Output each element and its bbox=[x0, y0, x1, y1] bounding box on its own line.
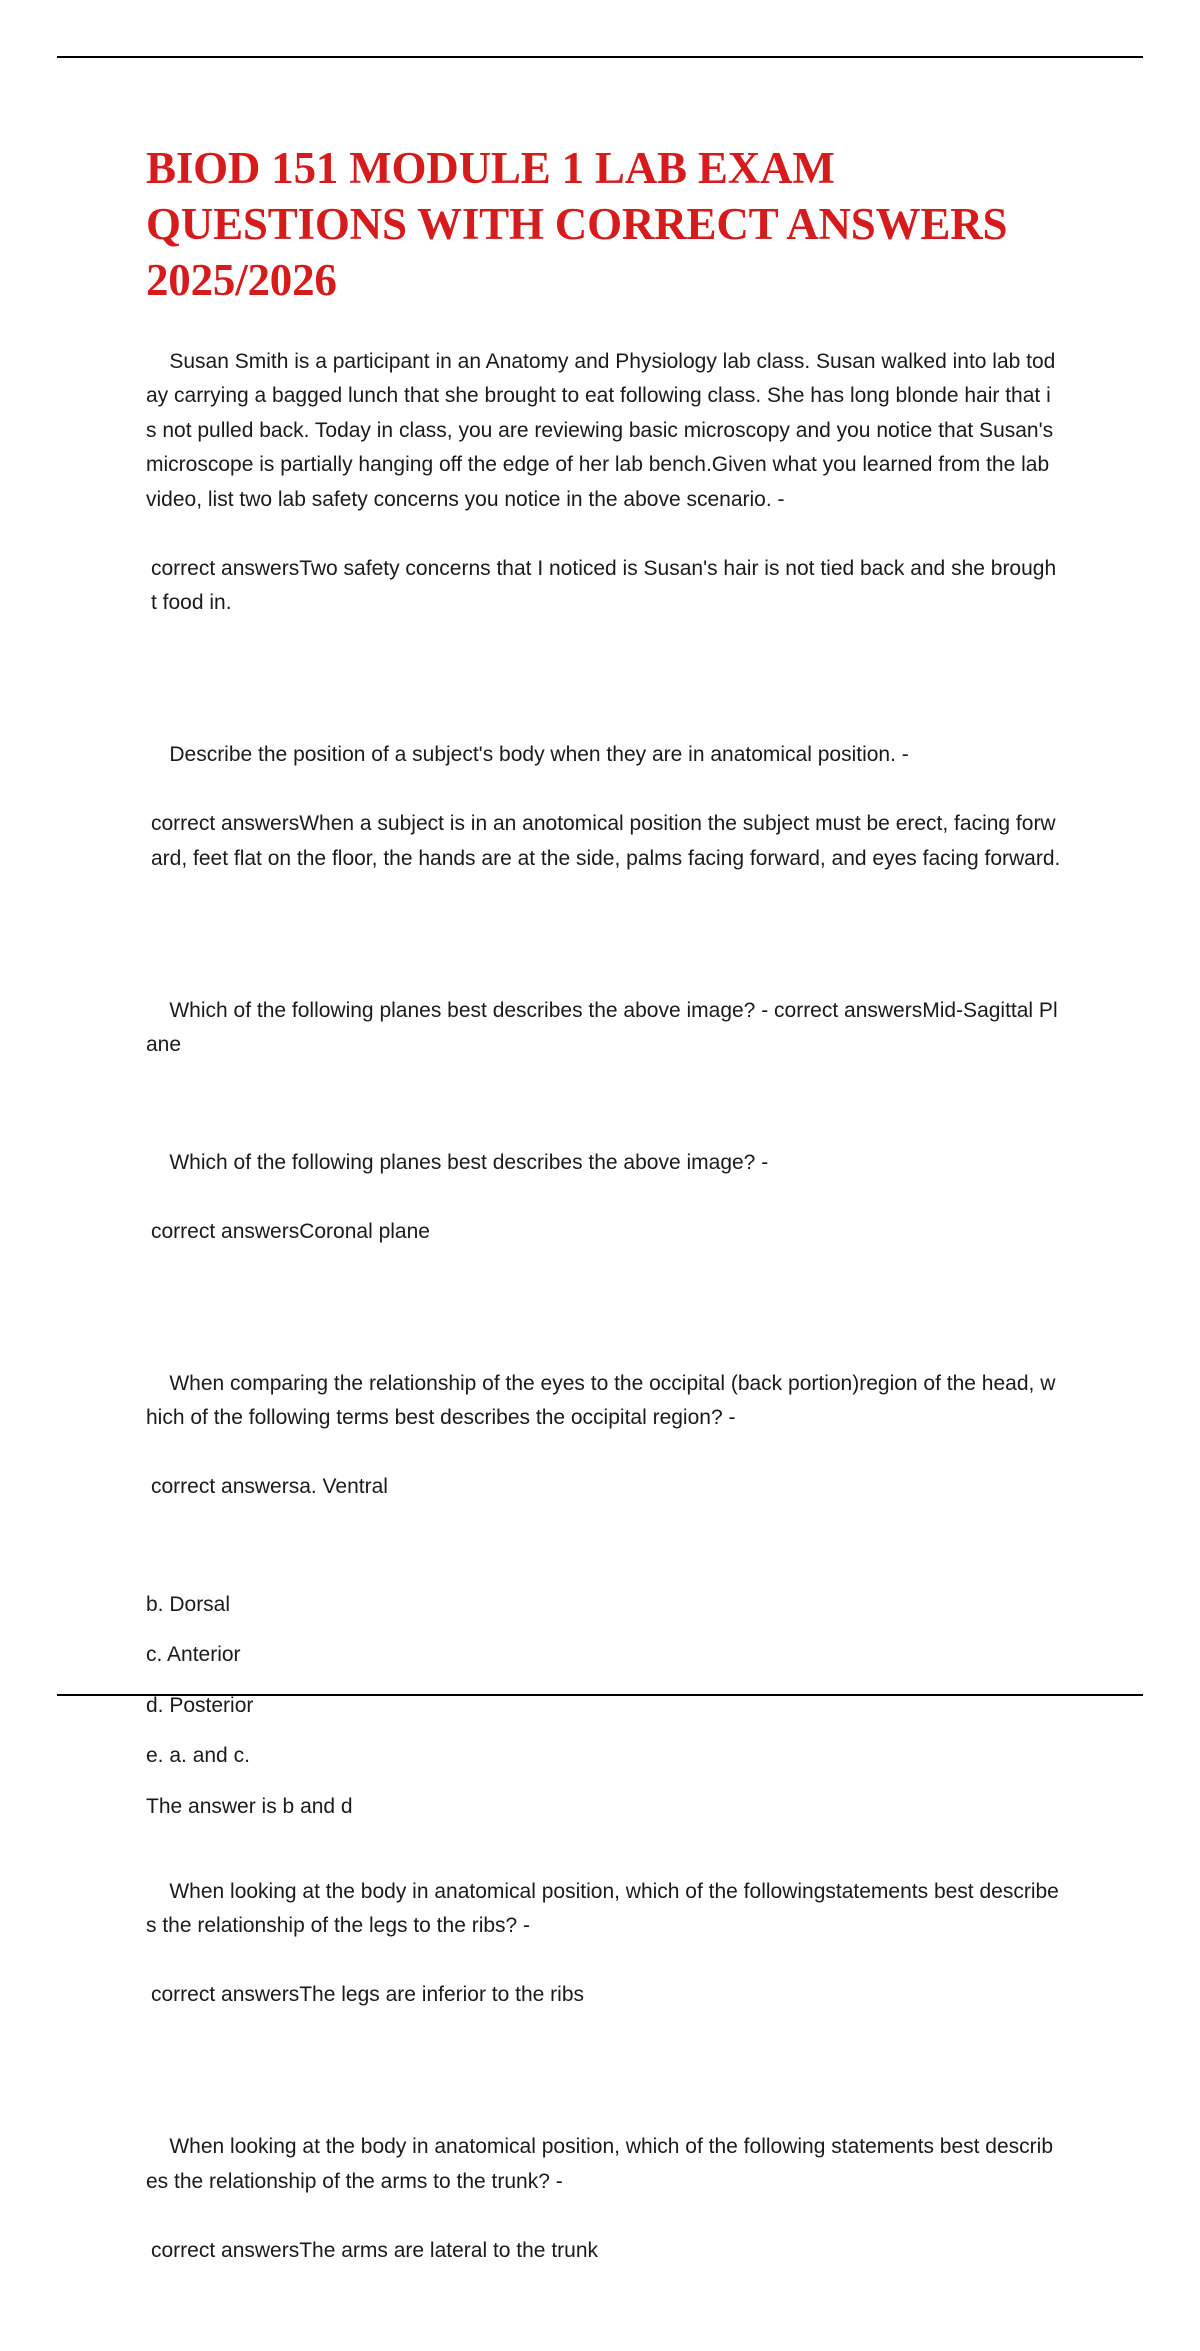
top-rule bbox=[57, 56, 1143, 58]
qa-block-6 bbox=[146, 1840, 1061, 2082]
answer-text: correct answersa. Ventral bbox=[151, 1475, 388, 1498]
option-c: c. Anterior bbox=[146, 1643, 241, 1666]
qa-block-5 bbox=[146, 1332, 1061, 1574]
option-e: e. a. and c. bbox=[146, 1744, 250, 1767]
answer-text: correct answersThe legs are inferior to the ribs bbox=[151, 1983, 585, 2006]
qa-block-7 bbox=[146, 2096, 1061, 2338]
question-text: When looking at the body in anatomical position, which of the following statements best describes the relationship of the arms to the trunk? - bbox=[146, 2135, 1054, 2193]
question-text: When looking at the body in anatomical position, which of the followingstatements best describes the relationship of the legs to the ribs? - bbox=[146, 1879, 1059, 1937]
qa-block-1 bbox=[146, 310, 1061, 690]
answer-text: correct answersTwo safety concerns that I noticed is Susan's hair is not tied back and she brought food in. bbox=[151, 556, 1057, 614]
qa-block-2 bbox=[146, 704, 1061, 946]
document-title: BIOD 151 MODULE 1 LAB EXAM QUESTIONS WITH CORRECT ANSWERS 2025/2026 bbox=[146, 143, 1008, 305]
qa-block-4 bbox=[146, 1111, 1061, 1318]
answer-text: correct answersThe arms are lateral to the trunk bbox=[151, 2238, 599, 2262]
question-text: Which of the following planes best describes the above image? - correct answersMid-Sagittal Plane bbox=[146, 998, 1058, 1056]
qa-block-3 bbox=[146, 959, 1061, 1097]
question-text: Describe the position of a subject's body when they are in anatomical position. - bbox=[169, 743, 909, 766]
option-b: b. Dorsal bbox=[146, 1592, 231, 1616]
answer-text: correct answersCoronal plane bbox=[151, 1219, 430, 1243]
bottom-rule bbox=[57, 1694, 1143, 1696]
document-body bbox=[146, 140, 1061, 2351]
answer-text: correct answersWhen a subject is in an anotomical position the subject must be erect, facing forward, feet flat on the floor, the hands are at the side, palms facing forward, and eyes facing forward. bbox=[151, 812, 1061, 870]
question-text: Which of the following planes best describes the above image? - bbox=[169, 1150, 769, 1174]
question-text: When comparing the relationship of the eyes to the occipital (back portion)region of the head, which of the following terms best describes the occipital region? - bbox=[146, 1371, 1056, 1429]
option-d: d. Posterior bbox=[146, 1693, 254, 1717]
answer-note: The answer is b and d bbox=[146, 1794, 353, 1818]
question-text: Susan Smith is a participant in an Anatomy and Physiology lab class. Susan walked into lab today carrying a bagged lunch that she brought to eat following class. She has long blonde hair that is not pulled back. Today in class, you are reviewing basic microscopy and you notice that Susan's microscope is partially hanging off the edge of her lab bench.Given what you learned from the lab video, list two lab safety concerns you notice in the above scenario. - bbox=[146, 349, 1059, 511]
